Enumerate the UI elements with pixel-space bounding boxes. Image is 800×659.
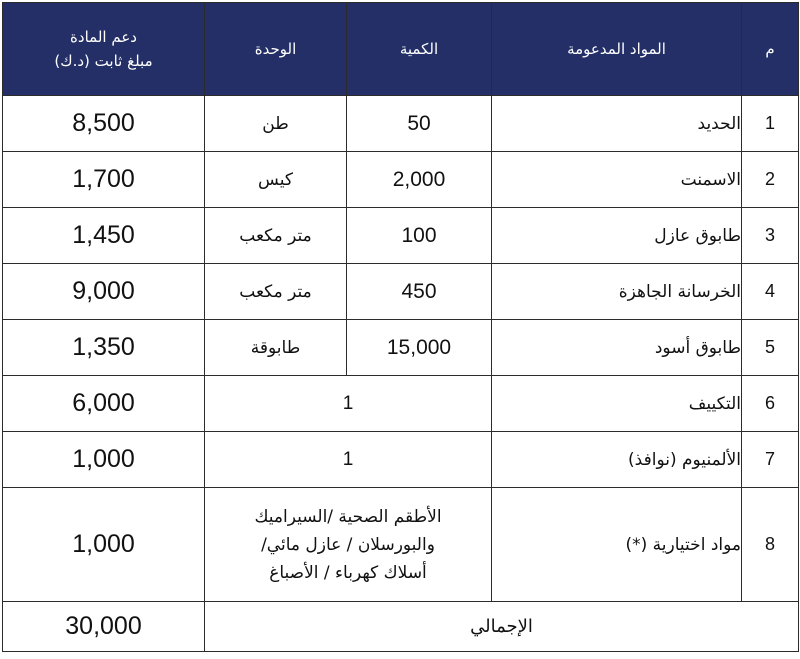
support-cell: 8,500 (3, 96, 205, 152)
material-cell: مواد اختيارية (*) (492, 488, 742, 602)
index-cell: 6 (742, 376, 799, 432)
header-materials: المواد المدعومة (492, 3, 742, 96)
table-row (3, 320, 799, 376)
support-cell: 9,000 (3, 264, 205, 320)
material-cell: الخرسانة الجاهزة (492, 264, 742, 320)
quantity-cell-merged: 1 (205, 376, 492, 432)
unit-cell: طابوقة (205, 320, 347, 376)
header-index: م (742, 3, 799, 96)
quantity-cell: 2,000 (347, 152, 492, 208)
header-support-line2: مبلغ ثابت (د.ك) (54, 52, 153, 70)
index-cell: 2 (742, 152, 799, 208)
index-cell: 4 (742, 264, 799, 320)
detail-line: والبورسلان / عازل مائي/ (261, 534, 435, 555)
quantity-cell: 15,000 (347, 320, 492, 376)
subsidized-materials-table (2, 2, 799, 652)
quantity-cell: 450 (347, 264, 492, 320)
header-support-line1: دعم المادة (70, 28, 137, 46)
table-row (3, 152, 799, 208)
unit-cell: متر مكعب (205, 264, 347, 320)
index-cell: 1 (742, 96, 799, 152)
material-cell: الحديد (492, 96, 742, 152)
table-row (3, 376, 799, 432)
header-quantity: الكمية (347, 3, 492, 96)
optional-materials-detail (205, 488, 492, 602)
total-row (3, 602, 799, 652)
table-row (3, 264, 799, 320)
index-cell: 7 (742, 432, 799, 488)
header-unit: الوحدة (205, 3, 347, 96)
quantity-cell: 50 (347, 96, 492, 152)
index-cell: 5 (742, 320, 799, 376)
total-label: الإجمالي (205, 602, 799, 652)
detail-line: الأطقم الصحية /السيراميك (254, 506, 442, 527)
table-row (3, 96, 799, 152)
support-cell: 1,700 (3, 152, 205, 208)
unit-cell: متر مكعب (205, 208, 347, 264)
detail-line: أسلاك كهرباء / الأصباغ (269, 562, 427, 583)
material-cell: طابوق أسود (492, 320, 742, 376)
material-cell: الاسمنت (492, 152, 742, 208)
table-row (3, 432, 799, 488)
support-cell: 1,350 (3, 320, 205, 376)
support-cell: 1,450 (3, 208, 205, 264)
table-row (3, 488, 799, 602)
header-support-amount (3, 3, 205, 96)
unit-cell: طن (205, 96, 347, 152)
quantity-cell: 100 (347, 208, 492, 264)
support-cell: 1,000 (3, 432, 205, 488)
support-cell: 1,000 (3, 488, 205, 602)
table-row (3, 208, 799, 264)
total-value: 30,000 (3, 602, 205, 652)
unit-cell: كيس (205, 152, 347, 208)
quantity-cell-merged: 1 (205, 432, 492, 488)
index-cell: 3 (742, 208, 799, 264)
header-row (3, 3, 799, 96)
support-cell: 6,000 (3, 376, 205, 432)
index-cell: 8 (742, 488, 799, 602)
material-cell: الألمنيوم (نوافذ) (492, 432, 742, 488)
material-cell: التكييف (492, 376, 742, 432)
material-cell: طابوق عازل (492, 208, 742, 264)
